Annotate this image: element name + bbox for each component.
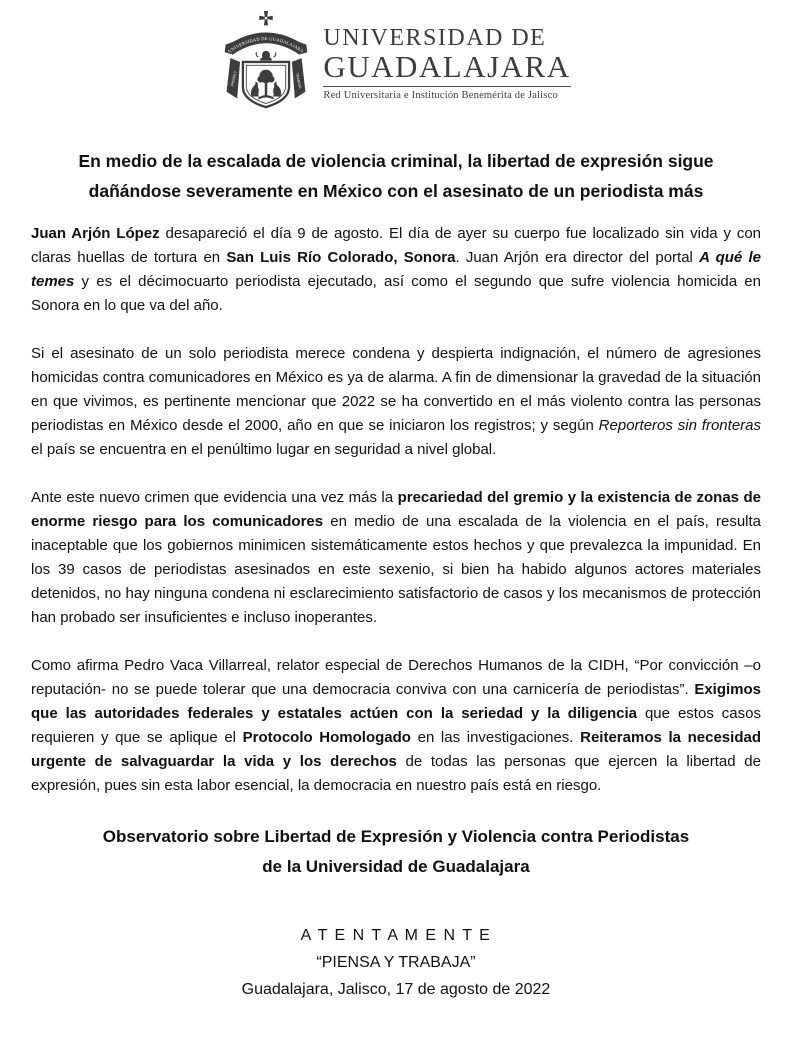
institution-wordmark [323, 20, 570, 101]
motto: “PIENSA Y TRABAJA” [316, 954, 476, 971]
body-paragraph: Juan Arjón López desapareció el día 9 de agosto. El día de ayer su cuerpo fue localizado sin vida y con claras huellas de tortura en San Luis Río Colorado, Sonora. Juan Arjón era director del portal A qué le temes y es el décimocuarto periodista ejecutado, así como el segundo que sufre violencia homicida en Sonora en lo que va del año. [31, 225, 762, 314]
closing-block [31, 922, 761, 1003]
letterhead [31, 8, 761, 112]
signature-line1: Observatorio sobre Libertad de Expresión y Violencia contra Periodistas [102, 827, 690, 846]
institution-name-line1: UNIVERSIDAD DE [323, 24, 547, 51]
document-body [31, 222, 761, 798]
crest-ribbon-left-text: PIENSA Y [230, 70, 238, 87]
institution-name-line2: GUADALAJARA [323, 48, 571, 84]
cross-pattee-icon [260, 11, 273, 25]
crest-ribbon-right-text: TRABAJA [295, 72, 303, 89]
document-title: En medio de la escalada de violencia criminal, la libertad de expresión sigue dañándose severamente en México con el asesinato de un periodista más [78, 151, 714, 201]
body-paragraph: Como afirma Pedro Vaca Villarreal, relator especial de Derechos Humanos de la CIDH, “Por convicción –o reputación- no se puede tolerar que una democracia conviva con una carnicería de periodistas”. Exigimos que las autoridades federales y estatales actúen con la seriedad y la diligencia que estos casos requieren y que se aplique el Protocolo Homologado en las investigaciones. Reiteramos la necesidad urgente de salvaguardar la vida y los derechos de todas las personas que ejercen la libertad de expresión, pues sin esta labor esencial, la democracia en nuestro país está en riesgo. [31, 657, 761, 794]
salutation: A T E N T A M E N T E [300, 927, 492, 944]
signature-line2: de la Universidad de Guadalajara [262, 857, 530, 876]
helmet-icon [257, 51, 277, 61]
body-paragraph: Ante este nuevo crimen que evidencia una vez más la precariedad del gremio y la existencia de zonas de enorme riesgo para los comunicadores en medio de una escalada de la violencia en el país, resulta inaceptable que los gobiernos minimicen sistemáticamente estos hechos y que prevalezca la impunidad. En los 39 casos de periodistas asesinados en este sexenio, si bien ha habido algunos actores materiales detenidos, no hay ninguna condena ni esclarecimiento satisfactorio de casos y los mecanismos de protección han probado ser insuficientes e incluso inoperantes. [31, 489, 762, 626]
crest-shield [243, 62, 289, 107]
udeg-crest-logo [221, 10, 311, 110]
signature-block [31, 822, 761, 882]
place-date: Guadalajara, Jalisco, 17 de agosto de 2022 [241, 981, 551, 998]
institution-tagline: Red Universitaria e Institución Benemérita de Jalisco [323, 89, 558, 101]
wordmark-divider [323, 86, 570, 87]
crest-banner-text: UNIVERSIDAD DE GUADALAJARA [227, 36, 306, 54]
body-paragraph: Si el asesinato de un solo periodista merece condena y despierta indignación, el número de agresiones homicidas contra comunicadores en México es ya de alarma. A fin de dimensionar la gravedad de la situación en que vivimos, es pertinente mencionar que 2022 se ha convertido en el más violento contra las personas periodistas en México desde el 2000, año en que se iniciaron los registros; y según Reporteros sin fronteras el país se encuentra en el penúltimo lugar en seguridad a nivel global. [31, 345, 762, 458]
